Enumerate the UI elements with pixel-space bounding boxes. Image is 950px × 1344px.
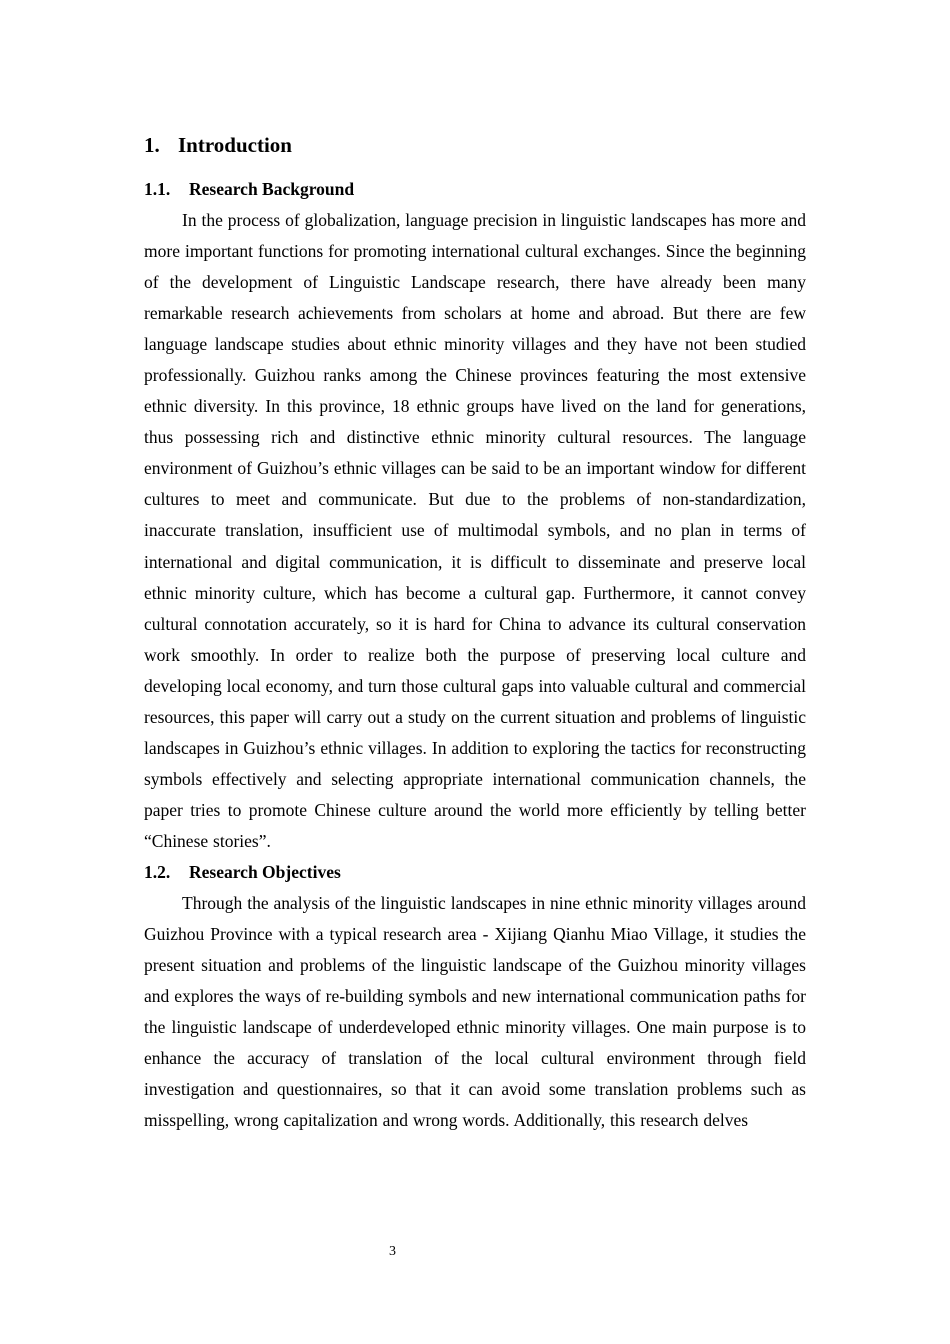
page-body [144,128,806,1136]
subsection-heading-research-objectives [144,857,806,888]
subsection-number: 1.1. [144,179,171,199]
subsection-number: 1.2. [144,861,171,882]
section-number: 1. [144,133,160,157]
subsection-title: Research Background [189,179,355,199]
page-number: 3 [389,1244,396,1259]
subsection-title: Research Objectives [189,861,341,882]
paragraph-research-background: In the process of globalization, language precision in linguistic landscapes has more and more important functions for promoting international cultural exchanges. Since the beginning of the development of Linguistic Landscape research, there have already been many remarkable research achievements from scholars at home and abroad. But there are few language landscape studies about ethnic minority villages and they have not been studied professionally. Guizhou ranks among the Chinese provinces featuring the most extensive ethnic diversity. In this province, 18 ethnic groups have lived on the land for generations, thus possessing rich and distinctive ethnic minority cultural resources. The language environment of Guizhou’s ethnic villages can be said to be an important window for different cultures to meet and communicate. But due to the problems of non-standardization, inaccurate translation, insufficient use of multimodal symbols, and no plan in terms of international and digital communication, it is difficult to disseminate and preserve local ethnic minority culture, which has become a cultural gap. Furthermore, it cannot convey cultural connotation accurately, so it is hard for China to advance its cultural conservation work smoothly. In order to realize both the purpose of preserving local culture and developing local economy, and turn those cultural gaps into valuable cultural and commercial resources, this paper will carry out a study on the current situation and problems of linguistic landscapes in Guizhou’s ethnic villages. In addition to exploring the tactics for reconstructing symbols effectively and selecting appropriate international communication channels, the paper tries to promote Chinese culture around the world more efficiently by telling better “Chinese stories”. [144,210,806,851]
paragraph-research-objectives: Through the analysis of the linguistic landscapes in nine ethnic minority villages around Guizhou Province with a typical research area - Xijiang Qianhu Miao Village, it studies the present situation and problems of the linguistic landscape of the Guizhou minority villages and explores the ways of re-building symbols and new international communication paths for the linguistic landscape of underdeveloped ethnic minority villages. One main purpose is to enhance the accuracy of translation of the local cultural environment through field investigation and questionnaires, so that it can avoid some translation problems such as misspelling, wrong capitalization and wrong words. Additionally, this research delves [144,892,806,1131]
section-heading-introduction [144,128,806,162]
subsection-heading-research-background [144,174,806,205]
section-title: Introduction [178,133,292,157]
